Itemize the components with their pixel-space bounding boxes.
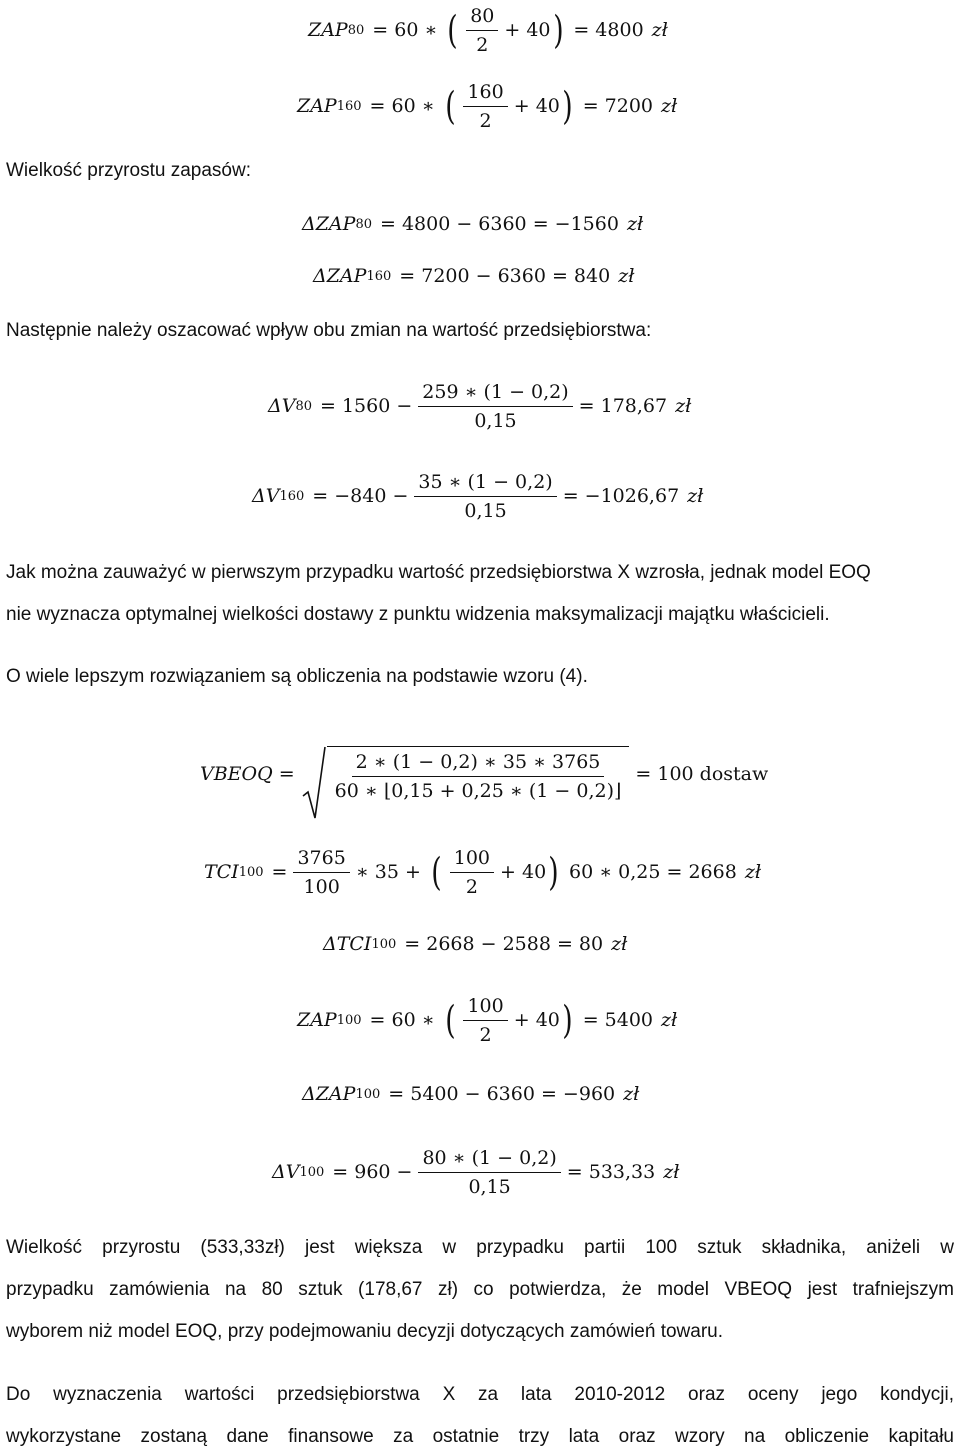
paragraph-estimate-impact: Następnie należy oszacować wpływ obu zmian na wartość przedsiębiorstwa: [6, 320, 652, 341]
paragraph-conclusion-line-3: wyborem niż model EOQ, przy podejmowaniu decyzji dotyczących zamówień towaru. [6, 1321, 724, 1342]
equation-tci-100: TCI 100 = $\frac{3765}{100}$ ∗ 35 + ( $\frac{100}{2}$ + 40 ) 60 ∗ 0,25 = 2668 zł [204, 846, 761, 898]
equation-delta-tci-100: ΔTCI 100 = 2668 − 2588 = 80 zł [323, 933, 628, 955]
equation-delta-zap-100: ΔZAP 100 = 5400 − 6360 = −960 zł [302, 1083, 640, 1105]
equation-delta-zap-160: ΔZAP 160 = 7200 − 6360 = 840 zł [313, 265, 635, 287]
equation-zap-80: ZAP 80 = 60 ∗ ( $\frac{80}{2}$ + 40 ) = 4800 zł [308, 4, 668, 56]
equation-delta-zap-80: ΔZAP 80 = 4800 − 6360 = −1560 zł [302, 213, 644, 235]
paragraph-better-solution: O wiele lepszym rozwiązaniem są obliczenia na podstawie wzoru (4). [6, 666, 588, 687]
equation-delta-v-100: ΔV 100 = 960 − $\frac{80 ∗ (1 - 0,2)}{0,15}$ = 533,33 zł [272, 1146, 680, 1198]
equation-zap-100: ZAP 100 = 60 ∗ ( $\frac{100}{2}$ + 40 ) = 5400 zł [297, 994, 678, 1046]
equation-delta-v-80: ΔV 80 = 1560 − $\frac{259 ∗ (1 - 0,2)}{0,15}$ = 178,67 zł [268, 380, 692, 432]
equation-delta-v-160: ΔV 160 = −840 − $\frac{35 ∗ (1 - 0,2)}{0,15}$ = −1026,67 zł [252, 470, 704, 522]
paragraph-next-section-line-2: wykorzystane zostaną dane finansowe za ostatnie trzy lata oraz wzory na obliczenie kapitału [6, 1426, 954, 1447]
paragraph-observation-line-2: nie wyznacza optymalnej wielkości dostawy z punktu widzenia maksymalizacji majątku właścicieli. [6, 604, 830, 625]
square-root: $\frac{2 ∗ (1 - 0,2) ∗ 35 ∗ 3765}{60 ∗ ⌊0,15 + 0,25 ∗ (1 - 0,2)⌋}$ [301, 746, 630, 802]
paragraph-next-section-line-1: Do wyznaczenia wartości przedsiębiorstwa X za lata 2010-2012 oraz oceny jego kondycji, [6, 1384, 954, 1405]
paragraph-inventory-growth: Wielkość przyrostu zapasów: [6, 160, 251, 181]
equation-vbeoq: VBEOQ = $\frac{2 ∗ (1 - 0,2) ∗ 35 ∗ 3765}{60 ∗ ⌊0,15 + 0,25 ∗ (1 - 0,2)⌋}$ = 100 dostaw [200, 736, 768, 812]
paragraph-conclusion-line-1: Wielkość przyrostu (533,33zł) jest większa w przypadku partii 100 sztuk składnika, aniżeli w [6, 1237, 954, 1258]
equation-zap-160: ZAP 160 = 60 ∗ ( $\frac{160}{2}$ + 40 ) = 7200 zł [297, 80, 678, 132]
paragraph-conclusion-line-2: przypadku zamówienia na 80 sztuk (178,67 zł) co potwierdza, że model VBEOQ jest trafniejszym [6, 1279, 954, 1300]
paragraph-observation-line-1: Jak można zauważyć w pierwszym przypadku wartość przedsiębiorstwa X wzrosła, jednak model EOQ [6, 562, 871, 583]
